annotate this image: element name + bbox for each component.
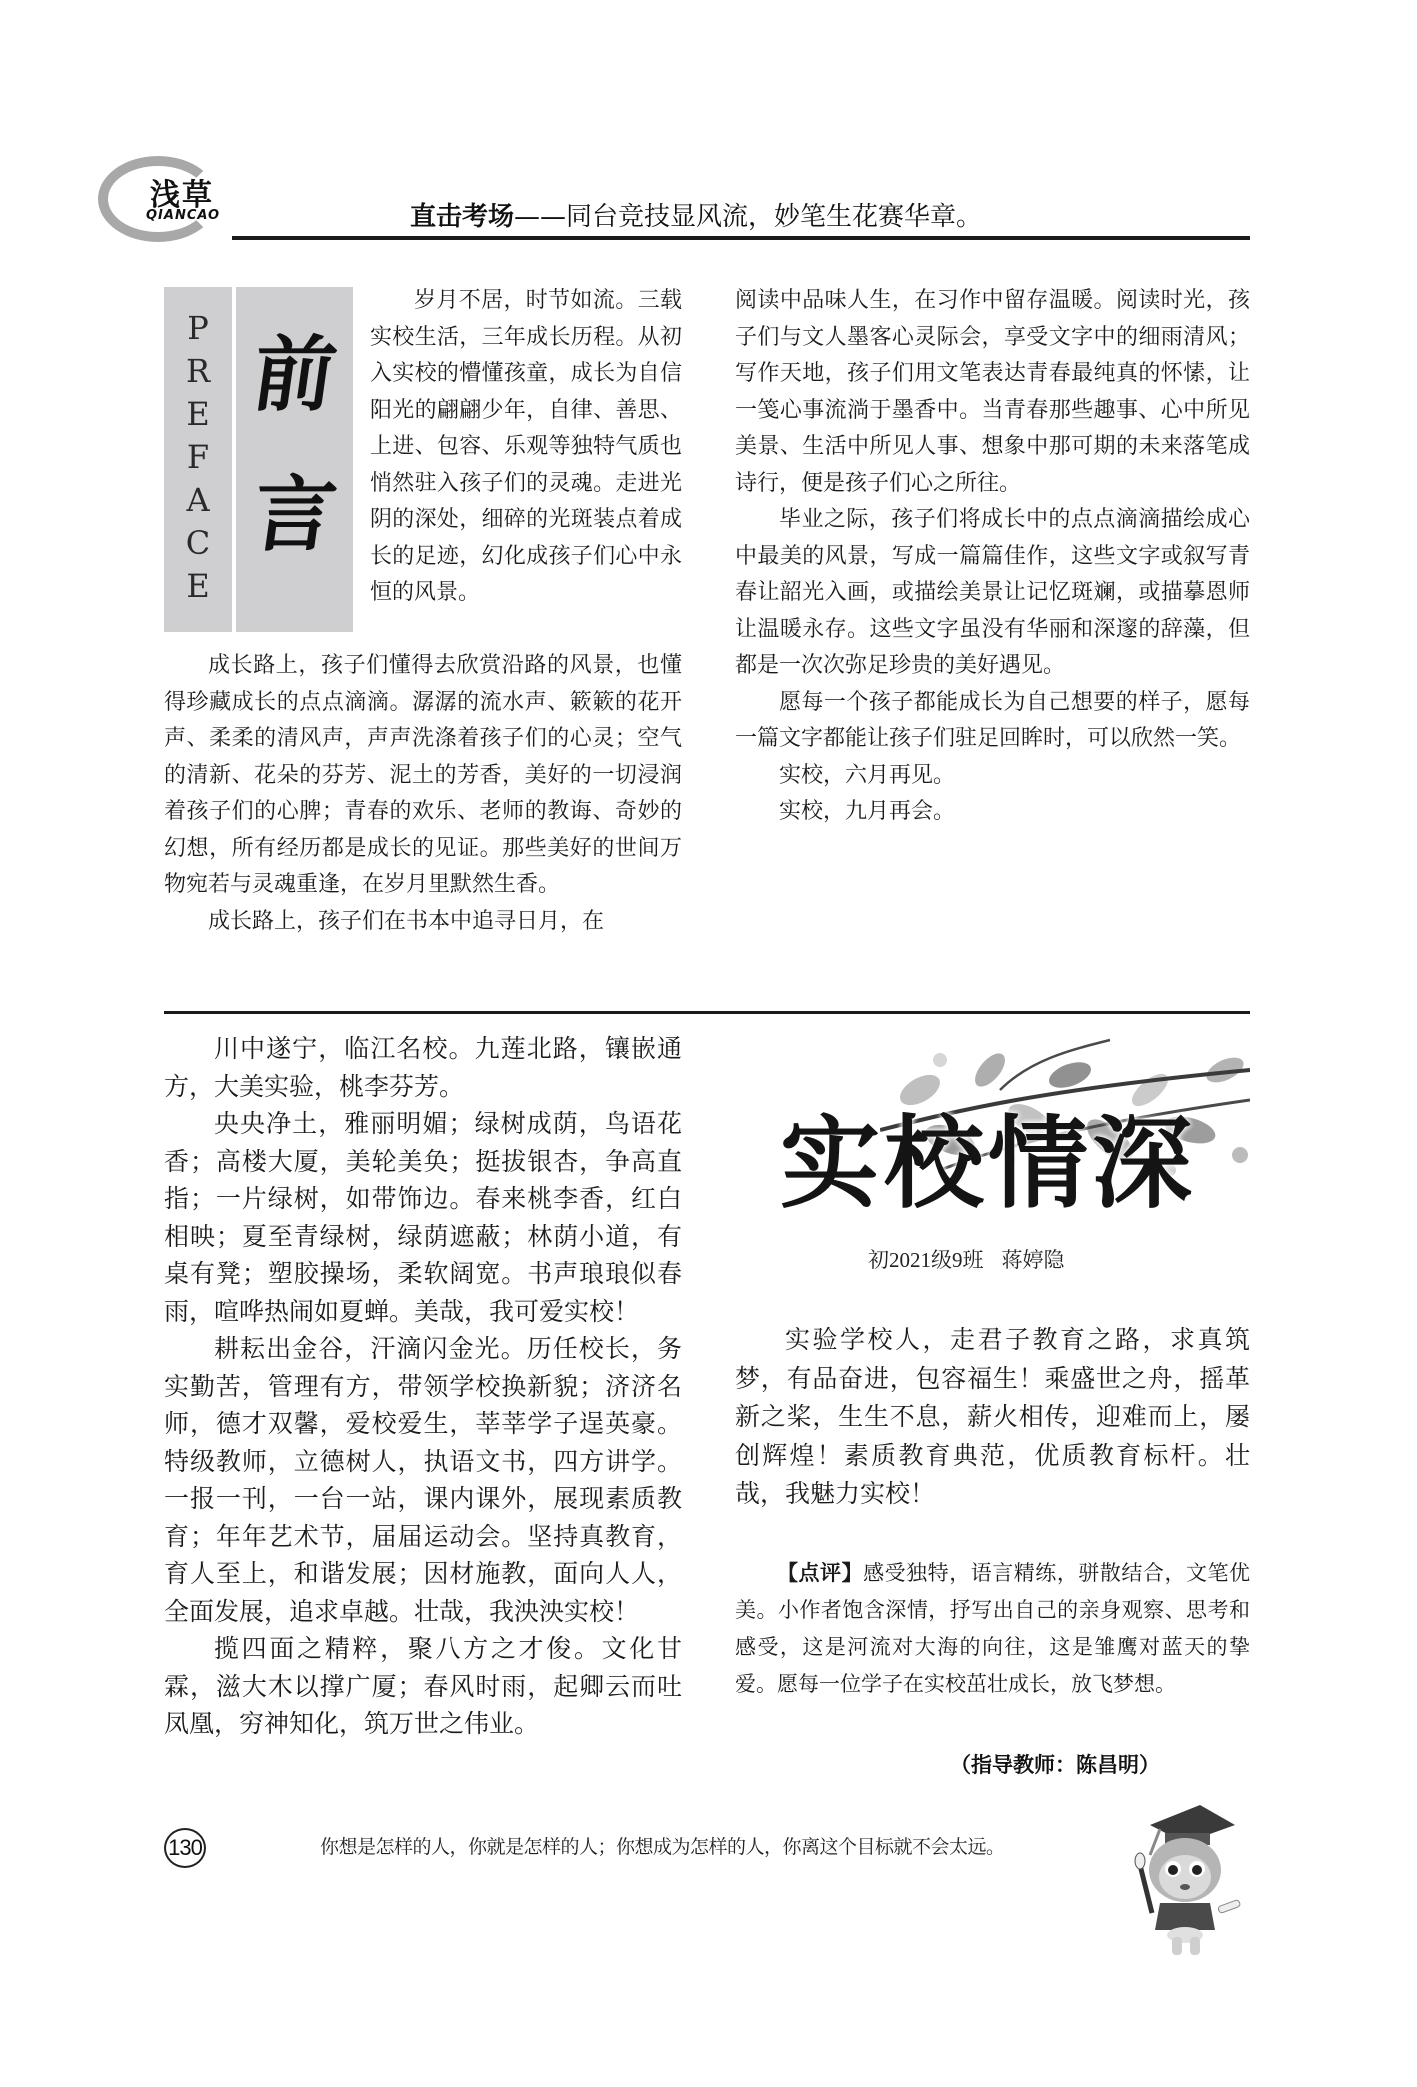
header-divider [232,236,1250,240]
teacher-comment [735,1555,1250,1703]
paragraph: 成长路上，孩子们在书本中追寻日月，在 [208,908,605,934]
preface-text-left [164,648,682,940]
paragraph: 实校，九月再会。 [779,799,956,824]
comment-text: 感受独特，语言精练，骈散结合，文笔优美。小作者饱含深情，抒写出自己的亲身观察、思考和感受，这是河流对大海的向往，这是雏鹰对蓝天的挚爱。愿每一位学子在实校茁壮成长，放飞梦想。 [735,1561,1251,1696]
paragraph: 阅读中品味人生，在习作中留存温暖。阅读时光，孩子们与文人墨客心灵际会，享受文字中的细雨清风；写作天地，孩子们用文笔表达青春最纯真的怀愫，让一笺心事流淌于墨香中。当青春那些趣事、心中所见美景、生活中所见人事、想象中那可期的未来落笔成诗行，便是孩子们心之所往。 [735,288,1250,496]
essay-text-left [164,1031,682,1744]
column-name: 直击考场 [410,202,515,232]
logo-english-name: QIANCAO [146,208,221,223]
preface-letter: R [185,352,211,390]
preface-english-label [164,307,232,608]
paragraph: 央央净土，雅丽明媚；绿树成荫，鸟语花香；高楼大厦，美轮美奂；挺拔银杏，争高直指；一片绿树，如带饰边。春来桃李香，红白相映；夏至青绿树，绿荫遮蔽；林荫小道，有桌有凳；塑胶操场，柔软阔宽。书声琅琅似春雨，喧哗热闹如夏蝉。美哉，我可爱实校！ [164,1111,682,1326]
preface-text-right [735,283,1250,831]
section-divider [164,1011,1250,1014]
preface-letter: C [185,524,211,562]
paragraph: 毕业之际，孩子们将成长中的点点滴滴描绘成心中最美的风景，写成一篇篇佳作，这些文字或叙写青春让韶光入画，或描绘美景让记忆斑斓，或描摹恩师让温暖永存。这些文字虽没有华丽和深邃的辞藻，但都是一次次弥足珍贵的美好遇见。 [735,507,1250,678]
author-name: 蒋婷隐 [1001,1248,1065,1272]
preface-letter: F [186,438,210,476]
paragraph: 岁月不居，时节如流。三载实校生活，三年成长历程。从初入实校的懵懂孩童，成长为自信阳光的翩翩少年，自律、善思、上进、包容、乐观等独特气质也悄然驻入孩子们的灵魂。走进光阴的深处，细碎的光斑装点着成长的足迹，幻化成孩子们心中永恒的风景。 [370,288,682,605]
essay-title: 实校情深 [780,1105,1196,1222]
comment-label: 【点评】 [777,1561,864,1585]
preface-chinese-label [236,305,353,585]
paragraph: 耕耘出金谷，汗滴闪金光。历任校长，务实勤苦，管理有方，带领学校换新貌；济济名师，德才双馨，爱校爱生，莘莘学子逞英豪。特级教师，立德树人，执语文书，四方讲学。一报一刊，一台一站，课内课外，展现素质教育；年年艺术节，届届运动会。坚持真教育，育人至上，和谐发展；因材施教，面向人人，全面发展，追求卓越。壮哉，我泱泱实校！ [164,1336,682,1626]
column-header [410,196,982,233]
preface-char: 前 [246,327,343,423]
paragraph: 愿每一个孩子都能成长为自己想要的样子，愿每一篇文字都能让孩子们驻足回眸时，可以欣然一笑。 [735,689,1250,751]
footer-quote: 你想是怎样的人，你就是怎样的人；你想成为怎样的人，你离这个目标就不会太远。 [320,1836,1005,1858]
paragraph: 揽四面之精粹，聚八方之才俊。文化甘霖，滋大木以撑广厦；春风时雨，起卿云而吐凤凰，穷神知化，筑万世之伟业。 [164,1636,682,1738]
preface-letter: E [186,395,210,433]
preface-english-label-box [164,287,232,632]
author-class: 初2021级9班 [868,1248,984,1272]
page-number: 130 [164,1828,206,1868]
preface-letter: P [187,309,209,347]
comment-paragraph [735,1555,1250,1703]
graduate-mascot-icon [1110,1795,1250,1960]
essay-text-right [735,1322,1250,1515]
preface-letter: E [186,567,210,605]
preface-chinese-label-box [236,287,353,632]
paragraph: 实校，六月再见。 [779,762,956,788]
essay-byline [868,1244,1065,1274]
preface-text-narrow [370,283,682,612]
paragraph: 川中遂宁，临江名校。九莲北路，镶嵌通方，大美实验，桃李芬芳。 [164,1036,682,1101]
logo-chinese-name: 浅草 [150,178,214,213]
advisor-credit: （指导教师：陈昌明） [950,1753,1160,1777]
magazine-logo [98,150,248,245]
preface-letter: A [186,481,210,519]
preface-char: 言 [246,467,343,563]
paragraph: 成长路上，孩子们懂得去欣赏沿路的风景，也懂得珍藏成长的点点滴滴。潺潺的流水声、簌簌的花开声、柔柔的清风声，声声洗涤着孩子们的心灵；空气的清新、花朵的芬芳、泥土的芳香，美好的一切浸润着孩子们的心脾；青春的欢乐、老师的教诲、奇妙的幻想，所有经历都是成长的见证。那些美好的世间万物宛若与灵魂重逢，在岁月里默然生香。 [164,653,682,897]
paragraph: 实验学校人，走君子教育之路，求真筑梦，有品奋进，包容福生！乘盛世之舟，摇革新之桨，生生不息，薪火相传，迎难而上，屡创辉煌！素质教育典范，优质教育标杆。壮哉，我魅力实校！ [735,1327,1250,1508]
column-slogan: ——同台竞技显风流，妙笔生花赛华章。 [514,202,983,232]
